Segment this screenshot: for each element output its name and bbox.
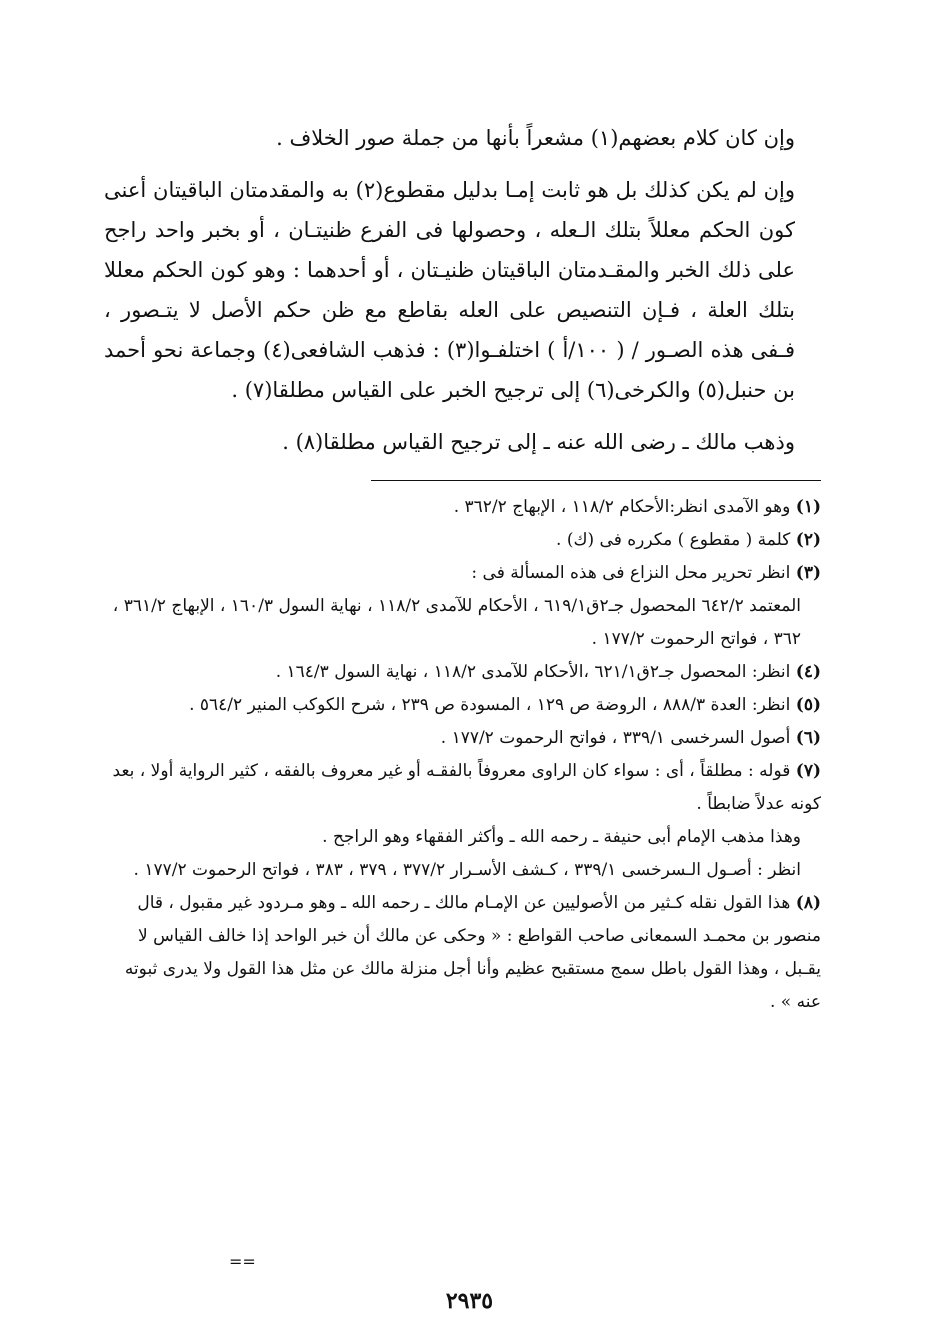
footnote-2 bbox=[104, 524, 821, 557]
footnote-text: انظر: المحصول جـ٢ق٦٢١/١ ،الأحكام للآمدى ١١٨/٢ ، نهاية السول ١٦٤/٣ . bbox=[275, 662, 791, 682]
footnote-3 bbox=[104, 557, 821, 656]
footnote-1 bbox=[104, 491, 821, 524]
footnote-5 bbox=[104, 689, 821, 722]
page-number: ٢٩٣٥ bbox=[445, 1288, 494, 1314]
main-text bbox=[104, 118, 821, 462]
footnote-text: وهذا مذهب الإمام أبى حنيفة ـ رحمه الله ـ وأكثر الفقهاء وهو الراجح . bbox=[322, 827, 801, 847]
footnote-text: قوله : مطلقاً ، أى : سواء كان الراوى معروفاً بالفقـه أو غير معروف بالفقه ، كثير الرواية أولا ، بعد كونه عدلاً ضابطاً . bbox=[112, 761, 821, 814]
footnote-text: المعتمد ٦٤٢/٢ المحصول جـ٢ق٦١٩/١ ، الأحكام للآمدى ١١٨/٢ ، نهاية السول ١٦٠/٣ ، الإبهاج ٣٦١/٢ ، ٣٦٢ ، فواتح الرحموت ١٧٧/٢ . bbox=[112, 596, 801, 649]
footnote-text: انظر: العدة ٨٨٨/٣ ، الروضة ص ١٢٩ ، المسودة ص ٢٣٩ ، شرح الكوكب المنير ٥٦٤/٢ . bbox=[189, 695, 791, 715]
footnote-text: وهو الآمدى انظر:الأحكام ١١٨/٢ ، الإبهاج ٣٦٢/٢ . bbox=[453, 497, 791, 517]
footnote-7 bbox=[104, 755, 821, 887]
footnote-number: (٥) bbox=[795, 695, 821, 715]
paragraph-3: وذهب مالك ـ رضى الله عنه ـ إلى ترجيح القياس مطلقا(٨) . bbox=[282, 430, 795, 454]
footnote-text: انظر : أصـول الـسرخسى ٣٣٩/١ ، كـشف الأسـرار ٣٧٧/٢ ، ٣٧٩ ، ٣٨٣ ، فواتح الرحموت ١٧٧/٢ . bbox=[133, 860, 801, 880]
footnote-text: انظر تحرير محل النزاع فى هذه المسألة فى : bbox=[471, 563, 791, 583]
footnote-number: (١) bbox=[795, 497, 821, 517]
continuation-mark: == bbox=[229, 1252, 256, 1271]
footnote-6 bbox=[104, 722, 821, 755]
footnote-4 bbox=[104, 656, 821, 689]
paragraph-2: وإن لم يكن كذلك بل هو ثابت إمـا بدليل مقطوع(٢) به والمقدمتان الباقيتان أعنى كون الحكم معللاً بتلك الـعله ، وحصولها فى الفرع ظنيتـان ، أو بخبر واحد راجح على ذلك الخبر والمقـدمتان الباقيتان ظنيـتان ، أو أحدهما : وهو كون الحكم معللا بتلك العلة ، فـإن التنصيص على العله بقاطع مع ظن حكم الأصل لا يتـصور ، فـفى هذه الصـور / ( ١٠٠/أ ) اختلفـوا(٣) : فذهب الشافعى(٤) وجماعة نحو أحمد بن حنبل(٥) والكرخى(٦) إلى ترجيح الخبر على القياس مطلقا(٧) . bbox=[104, 178, 795, 402]
footnote-number: (٣) bbox=[795, 563, 821, 583]
footnote-separator bbox=[371, 480, 821, 481]
footnote-number: (٤) bbox=[795, 662, 821, 682]
footnote-number: (٢) bbox=[795, 530, 821, 550]
footnote-8 bbox=[104, 887, 821, 1019]
footnote-text: هذا القول نقله كـثير من الأصوليين عن الإمـام مالك ـ رحمه الله ـ وهو مـردود غير مقبول ، قال منصور بن محمـد السمعانى صاحب القواطع : « وحكى عن مالك أن خبر الواحد إذا خالف القياس لا يقـبل ، وهذا القول باطل سمج مستقبح عظيم وأنا أجل منزلة مالك عن مثل هذا القول ولا يدرى ثبوته عنه » . bbox=[124, 893, 821, 1012]
footnote-text: أصول السرخسى ٣٣٩/١ ، فواتح الرحموت ١٧٧/٢ . bbox=[440, 728, 791, 748]
footnotes bbox=[104, 491, 821, 1019]
footnote-text: كلمة ( مقطوع ) مكرره فى (ك) . bbox=[556, 530, 791, 550]
footnote-number: (٦) bbox=[795, 728, 821, 748]
footnote-number: (٧) bbox=[795, 761, 821, 781]
footnote-number: (٨) bbox=[795, 893, 821, 913]
paragraph-1: وإن كان كلام بعضهم(١) مشعراً بأنها من جملة صور الخلاف . bbox=[276, 126, 795, 150]
